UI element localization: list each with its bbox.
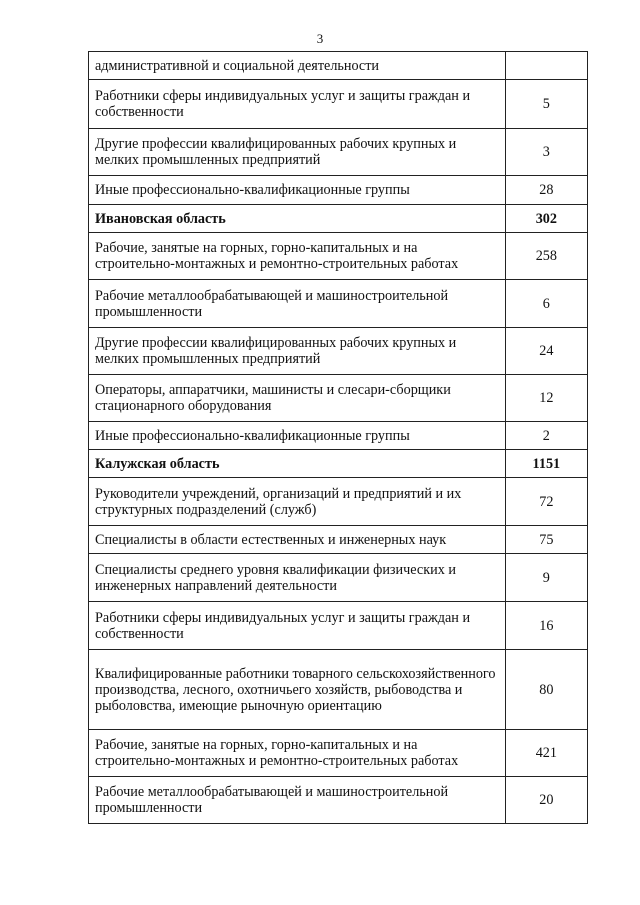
region-name: Калужская область bbox=[89, 450, 506, 478]
table-row bbox=[89, 777, 588, 824]
table-row bbox=[89, 52, 588, 80]
row-value: 28 bbox=[505, 176, 587, 205]
row-label: Работники сферы индивидуальных услуг и защиты граждан и собственности bbox=[89, 602, 506, 650]
row-label: административной и социальной деятельности bbox=[89, 52, 506, 80]
page-number: 3 bbox=[316, 31, 324, 46]
row-value: 72 bbox=[505, 478, 587, 526]
occupation-table bbox=[88, 51, 588, 824]
row-value: 24 bbox=[505, 328, 587, 375]
region-name: Ивановская область bbox=[89, 205, 506, 233]
row-label: Специалисты среднего уровня квалификации физических и инженерных направлений деятельности bbox=[89, 554, 506, 602]
row-value: 16 bbox=[505, 602, 587, 650]
row-value: 5 bbox=[505, 80, 587, 129]
region-total: 1151 bbox=[505, 450, 587, 478]
row-value: 80 bbox=[505, 650, 587, 730]
table-row bbox=[89, 422, 588, 450]
row-value: 421 bbox=[505, 730, 587, 777]
row-label: Рабочие металлообрабатывающей и машиностроительной промышленности bbox=[89, 280, 506, 328]
row-value bbox=[505, 52, 587, 80]
row-label: Работники сферы индивидуальных услуг и защиты граждан и собственности bbox=[89, 80, 506, 129]
row-label: Рабочие, занятые на горных, горно-капитальных и на строительно-монтажных и ремонтно-строительных работах bbox=[89, 233, 506, 280]
region-row bbox=[89, 450, 588, 478]
table-row bbox=[89, 478, 588, 526]
row-label: Другие профессии квалифицированных рабочих крупных и мелких промышленных предприятий bbox=[89, 129, 506, 176]
table-row bbox=[89, 650, 588, 730]
row-label: Иные профессионально-квалификационные группы bbox=[89, 176, 506, 205]
row-value: 3 bbox=[505, 129, 587, 176]
row-label: Рабочие металлообрабатывающей и машиностроительной промышленности bbox=[89, 777, 506, 824]
row-value: 2 bbox=[505, 422, 587, 450]
row-value: 12 bbox=[505, 375, 587, 422]
table-row bbox=[89, 526, 588, 554]
row-label: Другие профессии квалифицированных рабочих крупных и мелких промышленных предприятий bbox=[89, 328, 506, 375]
row-label: Квалифицированные работники товарного сельскохозяйственного производства, лесного, охотничьего хозяйств, рыбоводства и рыболовства, имеющие рыночную ориентацию bbox=[89, 650, 506, 730]
row-value: 20 bbox=[505, 777, 587, 824]
table-row bbox=[89, 80, 588, 129]
row-label: Операторы, аппаратчики, машинисты и слесари-сборщики стационарного оборудования bbox=[89, 375, 506, 422]
table-row bbox=[89, 730, 588, 777]
row-label: Рабочие, занятые на горных, горно-капитальных и на строительно-монтажных и ремонтно-строительных работах bbox=[89, 730, 506, 777]
row-label: Руководители учреждений, организаций и предприятий и их структурных подразделений (служб) bbox=[89, 478, 506, 526]
table-row bbox=[89, 375, 588, 422]
table-row bbox=[89, 176, 588, 205]
table-row bbox=[89, 280, 588, 328]
region-total: 302 bbox=[505, 205, 587, 233]
region-row bbox=[89, 205, 588, 233]
table-row bbox=[89, 328, 588, 375]
table-row bbox=[89, 233, 588, 280]
row-value: 9 bbox=[505, 554, 587, 602]
table-row bbox=[89, 129, 588, 176]
row-value: 6 bbox=[505, 280, 587, 328]
table-row bbox=[89, 602, 588, 650]
row-value: 75 bbox=[505, 526, 587, 554]
table-row bbox=[89, 554, 588, 602]
row-label: Специалисты в области естественных и инженерных наук bbox=[89, 526, 506, 554]
row-value: 258 bbox=[505, 233, 587, 280]
row-label: Иные профессионально-квалификационные группы bbox=[89, 422, 506, 450]
